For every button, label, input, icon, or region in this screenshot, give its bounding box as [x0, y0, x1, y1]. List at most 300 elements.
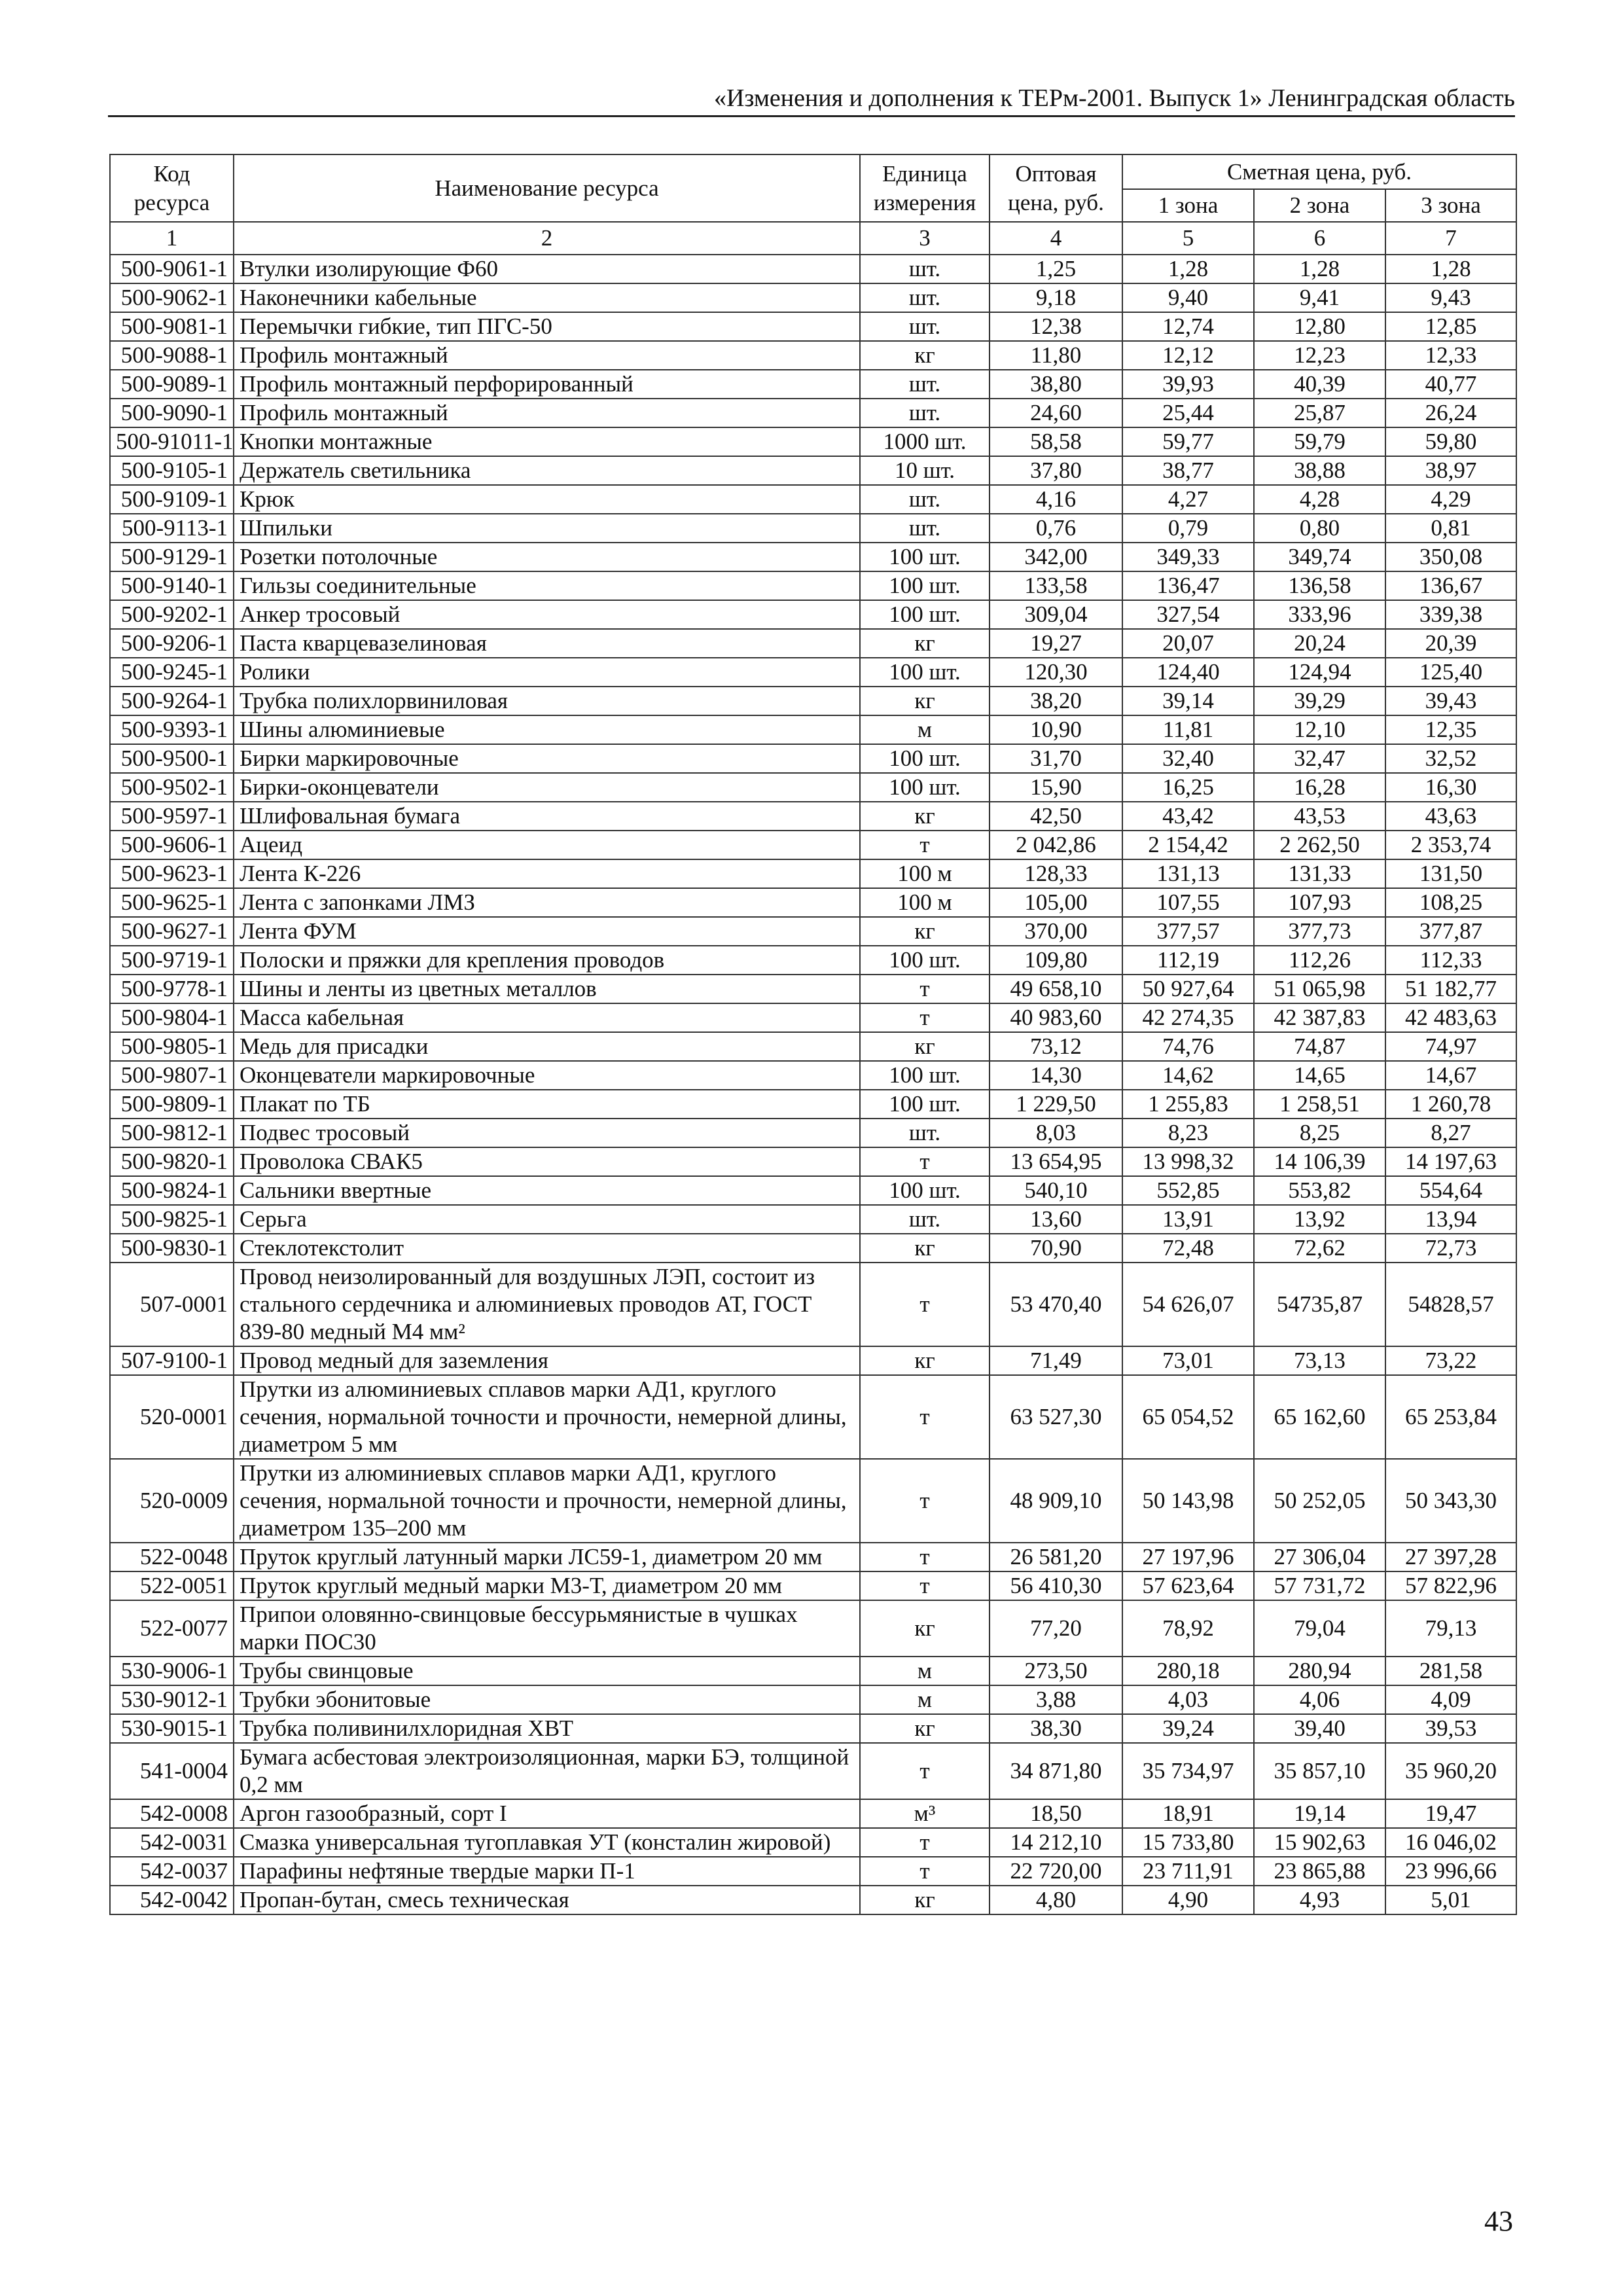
column-number: 5 — [1122, 222, 1254, 255]
table-row — [110, 1147, 1516, 1176]
resource-name: Оконцеватели маркировочные — [234, 1061, 860, 1090]
wholesale-price: 133,58 — [990, 571, 1122, 600]
price-zone-2: 16,28 — [1254, 773, 1385, 802]
wholesale-price: 3,88 — [990, 1685, 1122, 1714]
price-zone-1: 43,42 — [1122, 802, 1254, 831]
price-zone-3: 26,24 — [1385, 399, 1516, 427]
table-header — [110, 154, 1516, 255]
price-zone-2: 19,14 — [1254, 1799, 1385, 1828]
resource-code: 500-9090-1 — [110, 399, 234, 427]
price-zone-2: 38,88 — [1254, 456, 1385, 485]
unit: шт. — [860, 1205, 990, 1234]
wholesale-price: 70,90 — [990, 1234, 1122, 1263]
running-header — [108, 84, 1515, 117]
wholesale-price: 1,25 — [990, 255, 1122, 283]
table-row — [110, 1090, 1516, 1119]
wholesale-price: 10,90 — [990, 715, 1122, 744]
price-zone-3: 32,52 — [1385, 744, 1516, 773]
resource-code: 500-9202-1 — [110, 600, 234, 629]
header-wholesale-price: Оптовая цена, руб. — [990, 154, 1122, 222]
price-zone-2: 12,23 — [1254, 341, 1385, 370]
unit: кг — [860, 629, 990, 658]
unit: кг — [860, 1032, 990, 1061]
unit: 100 шт. — [860, 744, 990, 773]
price-zone-1: 0,79 — [1122, 514, 1254, 543]
table-row — [110, 1263, 1516, 1346]
price-zone-2: 4,06 — [1254, 1685, 1385, 1714]
resource-code: 500-9627-1 — [110, 917, 234, 946]
price-zone-2: 2 262,50 — [1254, 831, 1385, 859]
unit: шт. — [860, 312, 990, 341]
price-zone-3: 51 182,77 — [1385, 975, 1516, 1003]
price-zone-2: 4,93 — [1254, 1886, 1385, 1914]
unit: 100 м — [860, 859, 990, 888]
price-zone-1: 39,24 — [1122, 1714, 1254, 1743]
wholesale-price: 15,90 — [990, 773, 1122, 802]
unit: кг — [860, 341, 990, 370]
header-zone-2: 2 зона — [1254, 189, 1385, 222]
price-zone-1: 11,81 — [1122, 715, 1254, 744]
price-zone-3: 50 343,30 — [1385, 1459, 1516, 1543]
unit: м — [860, 1685, 990, 1714]
unit: 100 шт. — [860, 1176, 990, 1205]
price-zone-1: 124,40 — [1122, 658, 1254, 687]
wholesale-price: 19,27 — [990, 629, 1122, 658]
resource-code: 500-9778-1 — [110, 975, 234, 1003]
price-zone-2: 12,10 — [1254, 715, 1385, 744]
resource-code: 500-9109-1 — [110, 485, 234, 514]
table-row — [110, 312, 1516, 341]
resource-name: Припои оловянно-свинцовые бессурьмянистые в чушках марки ПОС30 — [234, 1600, 860, 1657]
resource-name: Трубка полихлорвиниловая — [234, 687, 860, 715]
price-zone-2: 32,47 — [1254, 744, 1385, 773]
table-row — [110, 370, 1516, 399]
table-body — [110, 255, 1516, 1914]
price-zone-1: 16,25 — [1122, 773, 1254, 802]
price-zone-3: 42 483,63 — [1385, 1003, 1516, 1032]
resource-name: Розетки потолочные — [234, 543, 860, 571]
table-row — [110, 1657, 1516, 1685]
price-zone-2: 124,94 — [1254, 658, 1385, 687]
resource-name: Серьга — [234, 1205, 860, 1234]
unit: м — [860, 715, 990, 744]
price-zone-1: 18,91 — [1122, 1799, 1254, 1828]
table-row — [110, 1543, 1516, 1571]
unit: кг — [860, 802, 990, 831]
wholesale-price: 0,76 — [990, 514, 1122, 543]
unit: м³ — [860, 1799, 990, 1828]
table-row — [110, 773, 1516, 802]
unit: т — [860, 1571, 990, 1600]
resource-code: 500-9113-1 — [110, 514, 234, 543]
header-zone-1: 1 зона — [1122, 189, 1254, 222]
price-zone-2: 13,92 — [1254, 1205, 1385, 1234]
price-zone-1: 73,01 — [1122, 1346, 1254, 1375]
price-zone-3: 74,97 — [1385, 1032, 1516, 1061]
resource-name: Шлифовальная бумага — [234, 802, 860, 831]
resource-name: Пропан-бутан, смесь техническая — [234, 1886, 860, 1914]
unit: кг — [860, 1886, 990, 1914]
unit: шт. — [860, 1119, 990, 1147]
price-zone-1: 35 734,97 — [1122, 1743, 1254, 1799]
price-zone-3: 112,33 — [1385, 946, 1516, 975]
price-zone-3: 554,64 — [1385, 1176, 1516, 1205]
resource-code: 522-0077 — [110, 1600, 234, 1657]
wholesale-price: 38,80 — [990, 370, 1122, 399]
table-row — [110, 917, 1516, 946]
unit: шт. — [860, 255, 990, 283]
price-zone-2: 65 162,60 — [1254, 1375, 1385, 1459]
price-zone-3: 20,39 — [1385, 629, 1516, 658]
wholesale-price: 49 658,10 — [990, 975, 1122, 1003]
price-zone-1: 72,48 — [1122, 1234, 1254, 1263]
unit: 100 шт. — [860, 571, 990, 600]
column-number: 7 — [1385, 222, 1516, 255]
price-zone-2: 40,39 — [1254, 370, 1385, 399]
wholesale-price: 31,70 — [990, 744, 1122, 773]
price-zone-1: 32,40 — [1122, 744, 1254, 773]
resource-code: 507-9100-1 — [110, 1346, 234, 1375]
price-zone-1: 327,54 — [1122, 600, 1254, 629]
price-zone-3: 108,25 — [1385, 888, 1516, 917]
price-zone-3: 19,47 — [1385, 1799, 1516, 1828]
wholesale-price: 13 654,95 — [990, 1147, 1122, 1176]
resource-name: Масса кабельная — [234, 1003, 860, 1032]
table-row — [110, 283, 1516, 312]
wholesale-price: 4,16 — [990, 485, 1122, 514]
price-zone-3: 281,58 — [1385, 1657, 1516, 1685]
price-zone-2: 136,58 — [1254, 571, 1385, 600]
resource-name: Перемычки гибкие, тип ПГС-50 — [234, 312, 860, 341]
resource-name: Шины алюминиевые — [234, 715, 860, 744]
table-row — [110, 831, 1516, 859]
resource-code: 500-91011-1 — [110, 427, 234, 456]
wholesale-price: 37,80 — [990, 456, 1122, 485]
resource-code: 500-9623-1 — [110, 859, 234, 888]
wholesale-price: 26 581,20 — [990, 1543, 1122, 1571]
price-zone-3: 12,33 — [1385, 341, 1516, 370]
resource-code: 500-9088-1 — [110, 341, 234, 370]
table-row — [110, 543, 1516, 571]
table-row — [110, 658, 1516, 687]
header-zone-3: 3 зона — [1385, 189, 1516, 222]
wholesale-price: 2 042,86 — [990, 831, 1122, 859]
price-zone-2: 9,41 — [1254, 283, 1385, 312]
price-zone-2: 377,73 — [1254, 917, 1385, 946]
price-zone-1: 39,14 — [1122, 687, 1254, 715]
resource-name: Анкер тросовый — [234, 600, 860, 629]
resource-name: Аргон газообразный, сорт I — [234, 1799, 860, 1828]
resource-name: Лента К-226 — [234, 859, 860, 888]
unit: 10 шт. — [860, 456, 990, 485]
unit: кг — [860, 1234, 990, 1263]
resource-name: Прутки из алюминиевых сплавов марки АД1, круглого сечения, нормальной точности и прочности, немерной длины, диаметром 135–200 мм — [234, 1459, 860, 1543]
resource-name: Плакат по ТБ — [234, 1090, 860, 1119]
wholesale-price: 56 410,30 — [990, 1571, 1122, 1600]
price-zone-2: 20,24 — [1254, 629, 1385, 658]
price-zone-1: 38,77 — [1122, 456, 1254, 485]
wholesale-price: 53 470,40 — [990, 1263, 1122, 1346]
unit: шт. — [860, 485, 990, 514]
wholesale-price: 273,50 — [990, 1657, 1122, 1685]
header-unit: Единица измерения — [860, 154, 990, 222]
resource-code: 500-9206-1 — [110, 629, 234, 658]
price-zone-2: 14 106,39 — [1254, 1147, 1385, 1176]
price-zone-2: 333,96 — [1254, 600, 1385, 629]
price-zone-1: 552,85 — [1122, 1176, 1254, 1205]
unit: т — [860, 1857, 990, 1886]
unit: т — [860, 1743, 990, 1799]
price-zone-3: 136,67 — [1385, 571, 1516, 600]
price-zone-2: 57 731,72 — [1254, 1571, 1385, 1600]
price-zone-1: 78,92 — [1122, 1600, 1254, 1657]
price-zone-3: 14 197,63 — [1385, 1147, 1516, 1176]
resource-code: 500-9129-1 — [110, 543, 234, 571]
resource-name: Держатель светильника — [234, 456, 860, 485]
price-zone-2: 14,65 — [1254, 1061, 1385, 1090]
unit: т — [860, 1003, 990, 1032]
table-row — [110, 1714, 1516, 1743]
wholesale-price: 105,00 — [990, 888, 1122, 917]
price-zone-1: 13,91 — [1122, 1205, 1254, 1234]
resource-code: 500-9502-1 — [110, 773, 234, 802]
price-zone-2: 25,87 — [1254, 399, 1385, 427]
price-zone-2: 39,29 — [1254, 687, 1385, 715]
price-zone-1: 1,28 — [1122, 255, 1254, 283]
resource-code: 500-9500-1 — [110, 744, 234, 773]
wholesale-price: 120,30 — [990, 658, 1122, 687]
price-zone-3: 39,43 — [1385, 687, 1516, 715]
price-zone-3: 73,22 — [1385, 1346, 1516, 1375]
resource-code: 530-9015-1 — [110, 1714, 234, 1743]
resource-name: Провод неизолированный для воздушных ЛЭП, состоит из стального сердечника и алюминиевых проводов АТ, ГОСТ 839-80 медный М4 мм² — [234, 1263, 860, 1346]
column-number: 2 — [234, 222, 860, 255]
price-zone-1: 2 154,42 — [1122, 831, 1254, 859]
unit: т — [860, 1375, 990, 1459]
price-zone-2: 0,80 — [1254, 514, 1385, 543]
price-zone-1: 136,47 — [1122, 571, 1254, 600]
wholesale-price: 18,50 — [990, 1799, 1122, 1828]
table-row — [110, 600, 1516, 629]
column-number: 1 — [110, 222, 234, 255]
header-estimate-price: Сметная цена, руб. — [1122, 154, 1516, 189]
resource-code: 542-0042 — [110, 1886, 234, 1914]
price-zone-3: 16,30 — [1385, 773, 1516, 802]
unit: т — [860, 831, 990, 859]
unit: шт. — [860, 514, 990, 543]
table-row — [110, 1061, 1516, 1090]
table-row — [110, 687, 1516, 715]
wholesale-price: 77,20 — [990, 1600, 1122, 1657]
resource-name: Бумага асбестовая электроизоляционная, марки БЭ, толщиной 0,2 мм — [234, 1743, 860, 1799]
table-row — [110, 1886, 1516, 1914]
price-zone-3: 14,67 — [1385, 1061, 1516, 1090]
unit: т — [860, 975, 990, 1003]
resource-code: 500-9805-1 — [110, 1032, 234, 1061]
price-zone-1: 13 998,32 — [1122, 1147, 1254, 1176]
table-row — [110, 629, 1516, 658]
resource-code: 500-9809-1 — [110, 1090, 234, 1119]
price-zone-1: 74,76 — [1122, 1032, 1254, 1061]
table-row — [110, 1459, 1516, 1543]
price-zone-3: 2 353,74 — [1385, 831, 1516, 859]
price-zone-2: 42 387,83 — [1254, 1003, 1385, 1032]
resource-code: 520-0009 — [110, 1459, 234, 1543]
resource-code: 500-9625-1 — [110, 888, 234, 917]
price-zone-1: 349,33 — [1122, 543, 1254, 571]
wholesale-price: 73,12 — [990, 1032, 1122, 1061]
price-zone-1: 112,19 — [1122, 946, 1254, 975]
price-zone-1: 27 197,96 — [1122, 1543, 1254, 1571]
table-row — [110, 1743, 1516, 1799]
price-zone-1: 8,23 — [1122, 1119, 1254, 1147]
wholesale-price: 8,03 — [990, 1119, 1122, 1147]
unit: кг — [860, 1600, 990, 1657]
price-zone-3: 35 960,20 — [1385, 1743, 1516, 1799]
resource-code: 500-9062-1 — [110, 283, 234, 312]
price-zone-3: 339,38 — [1385, 600, 1516, 629]
wholesale-price: 40 983,60 — [990, 1003, 1122, 1032]
price-zone-1: 4,90 — [1122, 1886, 1254, 1914]
column-number: 6 — [1254, 222, 1385, 255]
price-zone-3: 1 260,78 — [1385, 1090, 1516, 1119]
unit: кг — [860, 687, 990, 715]
price-zone-1: 377,57 — [1122, 917, 1254, 946]
resource-code: 500-9061-1 — [110, 255, 234, 283]
wholesale-price: 128,33 — [990, 859, 1122, 888]
unit: т — [860, 1543, 990, 1571]
price-zone-3: 57 822,96 — [1385, 1571, 1516, 1600]
resource-name: Смазка универсальная тугоплавкая УТ (консталин жировой) — [234, 1828, 860, 1857]
price-zone-2: 1 258,51 — [1254, 1090, 1385, 1119]
wholesale-price: 38,30 — [990, 1714, 1122, 1743]
resource-code: 500-9105-1 — [110, 456, 234, 485]
price-zone-1: 65 054,52 — [1122, 1375, 1254, 1459]
resource-code: 500-9264-1 — [110, 687, 234, 715]
table-row — [110, 1032, 1516, 1061]
resource-name: Сальники ввертные — [234, 1176, 860, 1205]
price-zone-2: 35 857,10 — [1254, 1743, 1385, 1799]
resource-code: 522-0051 — [110, 1571, 234, 1600]
table-row — [110, 341, 1516, 370]
wholesale-price: 71,49 — [990, 1346, 1122, 1375]
resource-code: 500-9719-1 — [110, 946, 234, 975]
resource-code: 500-9825-1 — [110, 1205, 234, 1234]
resource-code: 500-9807-1 — [110, 1061, 234, 1090]
price-zone-1: 1 255,83 — [1122, 1090, 1254, 1119]
price-zone-2: 51 065,98 — [1254, 975, 1385, 1003]
resource-code: 530-9006-1 — [110, 1657, 234, 1685]
resource-code: 500-9597-1 — [110, 802, 234, 831]
price-zone-2: 553,82 — [1254, 1176, 1385, 1205]
wholesale-price: 11,80 — [990, 341, 1122, 370]
resource-name: Крюк — [234, 485, 860, 514]
price-zone-3: 38,97 — [1385, 456, 1516, 485]
resource-code: 500-9089-1 — [110, 370, 234, 399]
unit: 1000 шт. — [860, 427, 990, 456]
resource-name: Втулки изолирующие Ф60 — [234, 255, 860, 283]
price-zone-3: 27 397,28 — [1385, 1543, 1516, 1571]
resource-code: 542-0031 — [110, 1828, 234, 1857]
price-zone-1: 42 274,35 — [1122, 1003, 1254, 1032]
wholesale-price: 4,80 — [990, 1886, 1122, 1914]
price-zone-1: 39,93 — [1122, 370, 1254, 399]
price-zone-2: 23 865,88 — [1254, 1857, 1385, 1886]
price-zone-1: 59,77 — [1122, 427, 1254, 456]
price-zone-1: 57 623,64 — [1122, 1571, 1254, 1600]
resource-name: Лента с запонками ЛМЗ — [234, 888, 860, 917]
resource-code: 520-0001 — [110, 1375, 234, 1459]
resource-code: 500-9824-1 — [110, 1176, 234, 1205]
resource-name: Подвес тросовый — [234, 1119, 860, 1147]
price-zone-1: 20,07 — [1122, 629, 1254, 658]
unit: кг — [860, 917, 990, 946]
table-row — [110, 255, 1516, 283]
unit: шт. — [860, 283, 990, 312]
wholesale-price: 309,04 — [990, 600, 1122, 629]
resource-name: Ролики — [234, 658, 860, 687]
price-zone-1: 25,44 — [1122, 399, 1254, 427]
header-code: Код ресурса — [110, 154, 234, 222]
price-zone-3: 125,40 — [1385, 658, 1516, 687]
price-zone-3: 65 253,84 — [1385, 1375, 1516, 1459]
resource-name: Паста кварцевазелиновая — [234, 629, 860, 658]
price-zone-2: 349,74 — [1254, 543, 1385, 571]
resource-name: Лента ФУМ — [234, 917, 860, 946]
price-zone-2: 43,53 — [1254, 802, 1385, 831]
resource-name: Трубка поливинилхлоридная ХВТ — [234, 1714, 860, 1743]
price-zone-2: 72,62 — [1254, 1234, 1385, 1263]
unit: т — [860, 1828, 990, 1857]
wholesale-price: 109,80 — [990, 946, 1122, 975]
resource-code: 507-0001 — [110, 1263, 234, 1346]
resource-code: 500-9245-1 — [110, 658, 234, 687]
price-zone-2: 8,25 — [1254, 1119, 1385, 1147]
price-zone-3: 5,01 — [1385, 1886, 1516, 1914]
price-zone-3: 1,28 — [1385, 255, 1516, 283]
resource-name: Профиль монтажный — [234, 341, 860, 370]
price-zone-1: 15 733,80 — [1122, 1828, 1254, 1857]
resource-name: Стеклотекстолит — [234, 1234, 860, 1263]
header-name: Наименование ресурса — [234, 154, 860, 222]
unit: кг — [860, 1714, 990, 1743]
price-zone-3: 54828,57 — [1385, 1263, 1516, 1346]
resource-name: Ацеид — [234, 831, 860, 859]
price-zone-1: 131,13 — [1122, 859, 1254, 888]
wholesale-price: 38,20 — [990, 687, 1122, 715]
price-zone-3: 131,50 — [1385, 859, 1516, 888]
price-zone-2: 4,28 — [1254, 485, 1385, 514]
price-zone-3: 12,85 — [1385, 312, 1516, 341]
resource-code: 500-9820-1 — [110, 1147, 234, 1176]
price-zone-2: 39,40 — [1254, 1714, 1385, 1743]
resource-code: 541-0004 — [110, 1743, 234, 1799]
table-row — [110, 859, 1516, 888]
resource-code: 522-0048 — [110, 1543, 234, 1571]
wholesale-price: 342,00 — [990, 543, 1122, 571]
price-zone-3: 350,08 — [1385, 543, 1516, 571]
table-row — [110, 1205, 1516, 1234]
price-zone-3: 40,77 — [1385, 370, 1516, 399]
wholesale-price: 42,50 — [990, 802, 1122, 831]
price-zone-1: 107,55 — [1122, 888, 1254, 917]
unit: т — [860, 1147, 990, 1176]
table-row — [110, 802, 1516, 831]
unit: 100 шт. — [860, 600, 990, 629]
table-row — [110, 1003, 1516, 1032]
resource-code: 500-9812-1 — [110, 1119, 234, 1147]
price-zone-2: 1,28 — [1254, 255, 1385, 283]
